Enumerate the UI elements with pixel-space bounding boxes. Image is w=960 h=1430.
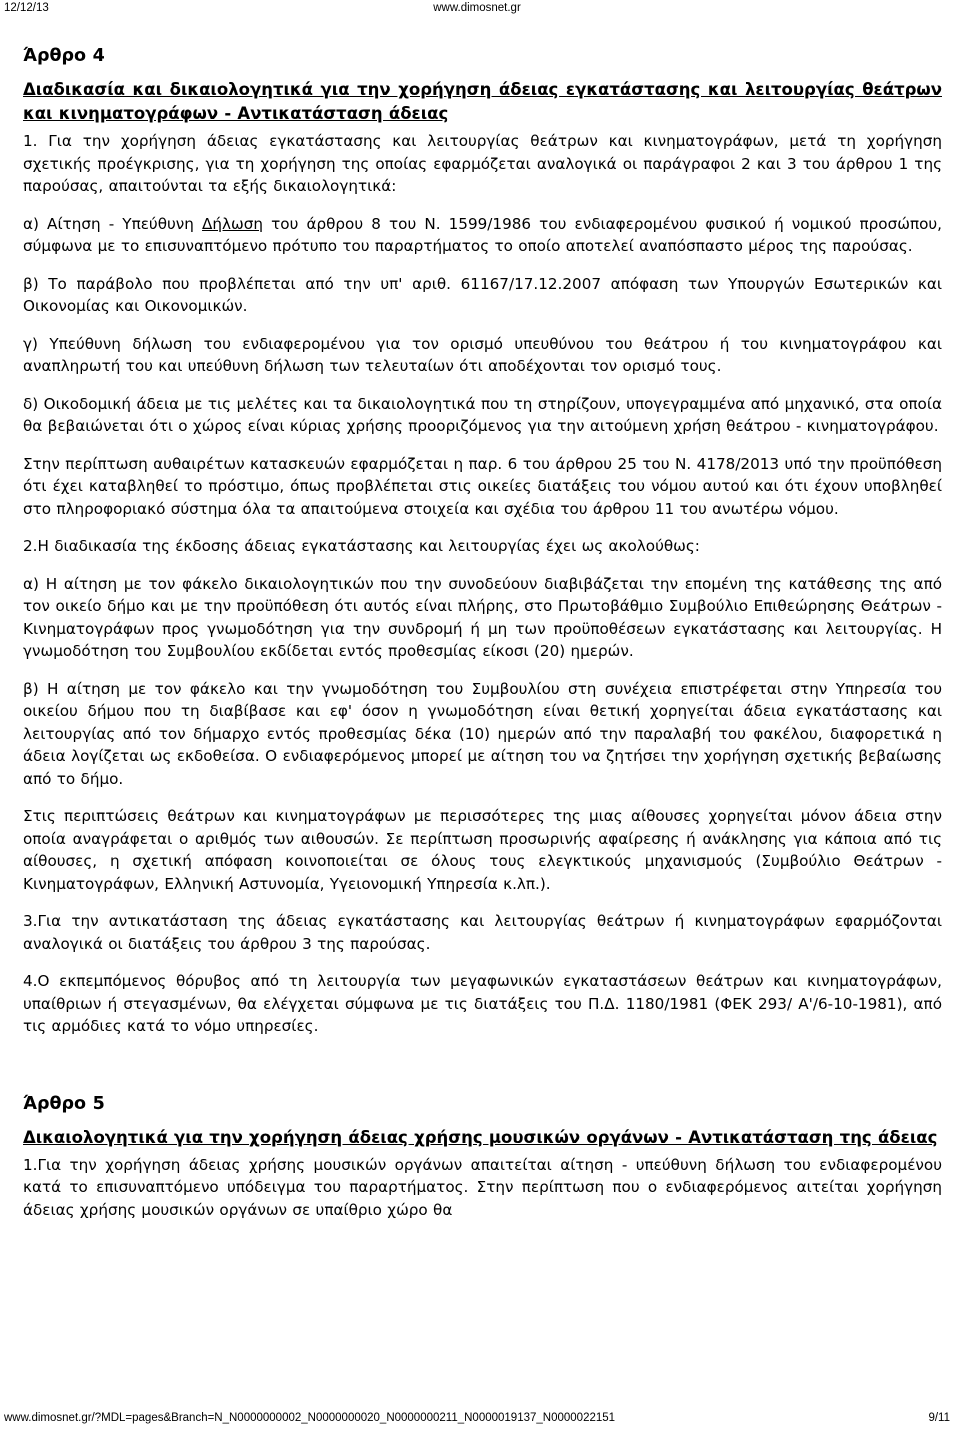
article-4-item-a bbox=[23, 213, 942, 258]
declaration-link[interactable]: Δήλωση bbox=[202, 214, 264, 233]
article-4-paragraph-2c: Στις περιπτώσεις θεάτρων και κινηματογράφων με περισσότερες της μιας αίθουσες χορηγείται μόνον άδεια στην οποία αναγράφεται ο αριθμός των αιθουσών. Σε περίπτωση προσωρινής αφαίρεσης ή ανάκλησης για κάποια από τις αίθουσες, η σχετική απόφαση κοινοποιείται σε όλους τους ελεγκτικούς μηχανισμούς (Συμβούλιο Θεάτρων - Κινηματογράφων, Ελληνική Αστυνομία, Υγειονομική Υπηρεσία κ.λπ.). bbox=[23, 807, 942, 893]
article-4-item-c: γ) Υπεύθυνη δήλωση του ενδιαφερομένου για τον ορισμό υπευθύνου του θεάτρου ή του κινηματογράφου και αναπληρωτή του και υπεύθυνη δήλωση των τελευταίων ότι αποδέχονται τον ορισμό τους. bbox=[23, 334, 942, 375]
article-4-item-d: δ) Οικοδομική άδεια με τις μελέτες και τα δικαιολογητικά που τη στηρίζουν, υπογεγραμμένα από μηχανικό, στα οποία θα βεβαιώνεται ότι ο χώρος είναι κύριας χρήσης προοριζόμενος για την αιτούμενη χρήση θεάτρου - κινηματογράφου. bbox=[23, 394, 942, 435]
print-date: 12/12/13 bbox=[4, 2, 49, 14]
article-4-paragraph-1: 1. Για την χορήγηση άδειας εγκατάστασης και λειτουργίας θεάτρων και κινηματογράφων, μετά τη χορήγηση σχετικής προέγκρισης, για τη χορήγηση της οποίας εφαρμόζεται αναλογικά οι παράγραφοι 2 και 3 του άρθρου 1 της παρούσας, απαιτούνται τα εξής δικαιολογητικά: bbox=[23, 132, 942, 195]
document-body bbox=[23, 34, 942, 1236]
article-4-item-b: β) Το παράβολο που προβλέπεται από την υπ' αριθ. 61167/17.12.2007 απόφαση των Υπουργών Εσωτερικών και Οικονομίας και Οικονομικών. bbox=[23, 274, 942, 315]
item-a-prefix: α) Αίτηση - Υπεύθυνη bbox=[23, 214, 203, 233]
page-url: www.dimosnet.gr/?MDL=pages&Branch=N_N0000000002_N0000000020_N0000000211_N0000019137_N0000022151 bbox=[4, 1412, 616, 1424]
article-4-subject: Διαδικασία και δικαιολογητικά για την χορήγηση άδειας εγκατάστασης και λειτουργίας θεάτρων και κινηματογράφων - Αντικατάσταση άδειας bbox=[23, 80, 942, 123]
item-a-rest: του άρθρου 8 του Ν. 1599/1986 του ενδιαφερομένου φυσικού ή νομικού προσώπου, σύμφωνα με το επισυναπτόμενο πρότυπο του παραρτήματος το οποίο αποτελεί αναπόσπαστο μέρος της παρούσας. bbox=[23, 214, 942, 255]
article-4-paragraph-4: 4.Ο εκπεμπόμενος θόρυβος από τη λειτουργία των μεγαφωνικών εγκαταστάσεων θεάτρων και κινηματογράφων, υπαίθριων ή στεγασμένων, θα ελέγχεται σύμφωνα με τις διατάξεις του Π.Δ. 1180/1981 (ΦΕΚ 293/ Α'/6-10-1981), από τις αρμόδιες κατά το νόμο υπηρεσίες. bbox=[23, 972, 942, 1035]
print-footer bbox=[4, 1412, 950, 1424]
section-spacer bbox=[23, 1053, 942, 1082]
article-4-heading: Άρθρο 4 bbox=[23, 46, 105, 66]
article-4-paragraph-2b: β) Η αίτηση με τον φάκελο και την γνωμοδότηση του Συμβουλίου στη συνέχεια επιστρέφεται στην Υπηρεσία του οικείου δήμου που τη διαβίβασε και εφ' όσον η γνωμοδότηση είναι θετική χορηγείται άδεια εγκατάστασης και λειτουργίας από τον δήμαρχο εντός προθεσμίας δέκα (10) ημερών από την παραλαβή του φακέλου, διαφορετικά η άδεια λογίζεται ως εκδοθείσα. Ο ενδιαφερόμενος μπορεί με αίτηση του να ζητήσει την χορήγηση σχετικής βεβαίωσης από το δήμο. bbox=[23, 679, 942, 788]
article-4-paragraph-3: 3.Για την αντικατάσταση της άδειας εγκατάστασης και λειτουργίας θεάτρων ή κινηματογράφων εφαρμόζονται αναλογικά οι διατάξεις του άρθρου 3 της παρούσας. bbox=[23, 912, 942, 953]
article-4-paragraph-2: 2.Η διαδικασία της έκδοσης άδειας εγκατάστασης και λειτουργίας έχει ως ακολούθως: bbox=[23, 537, 700, 555]
article-4-unauthorized-constructions: Στην περίπτωση αυθαιρέτων κατασκευών εφαρμόζεται η παρ. 6 του άρθρου 25 του Ν. 4178/2013 υπό την προϋπόθεση ότι έχει καταβληθεί το πρόστιμο, όπως προβλέπεται στις οικείες διατάξεις του νόμου αυτού και ότι έχουν υποβληθεί στο πληροφοριακό σύστημα όλα τα απαιτούμενα στοιχεία και σχέδια του άρθρου 11 του ανωτέρω νόμου. bbox=[23, 454, 942, 518]
print-site: www.dimosnet.gr bbox=[433, 2, 521, 14]
article-4-paragraph-2a: α) Η αίτηση με τον φάκελο δικαιολογητικών που την συνοδεύουν διαβιβάζεται την επομένη της κατάθεσης της από τον οικείο δήμο και με την προϋπόθεση ότι αυτός είναι πλήρης, στο Πρωτοβάθμιο Συμβούλιο Επιθεώρησης Θεάτρων - Κινηματογράφων προς γνωμοδότηση για την συνδρομή ή μη των προϋποθέσεων εγκατάστασης και λειτουργίας. Η γνωμοδότηση του Συμβουλίου εκδίδεται εντός προθεσμίας είκοσι (20) ημερών. bbox=[23, 574, 942, 660]
article-5-paragraph-1: 1.Για την χορήγηση άδειας χρήσης μουσικών οργάνων απαιτείται αίτηση - υπεύθυνη δήλωση του ενδιαφερομένου κατά το επισυναπτόμενο υπόδειγμα του παραρτήματος. Στην περίπτωση που ο ενδιαφερόμενος αιτείται χορήγηση άδειας χρήσης μουσικών οργάνων σε υπαίθριο χώρο θα bbox=[23, 1155, 942, 1219]
page-number: 9/11 bbox=[928, 1412, 950, 1424]
article-5-heading: Άρθρο 5 bbox=[23, 1093, 105, 1114]
article-5-subject: Δικαιολογητικά για την χορήγηση άδειας χρήσης μουσικών οργάνων - Αντικατάσταση της άδειας bbox=[23, 1127, 938, 1147]
print-header bbox=[4, 2, 950, 14]
